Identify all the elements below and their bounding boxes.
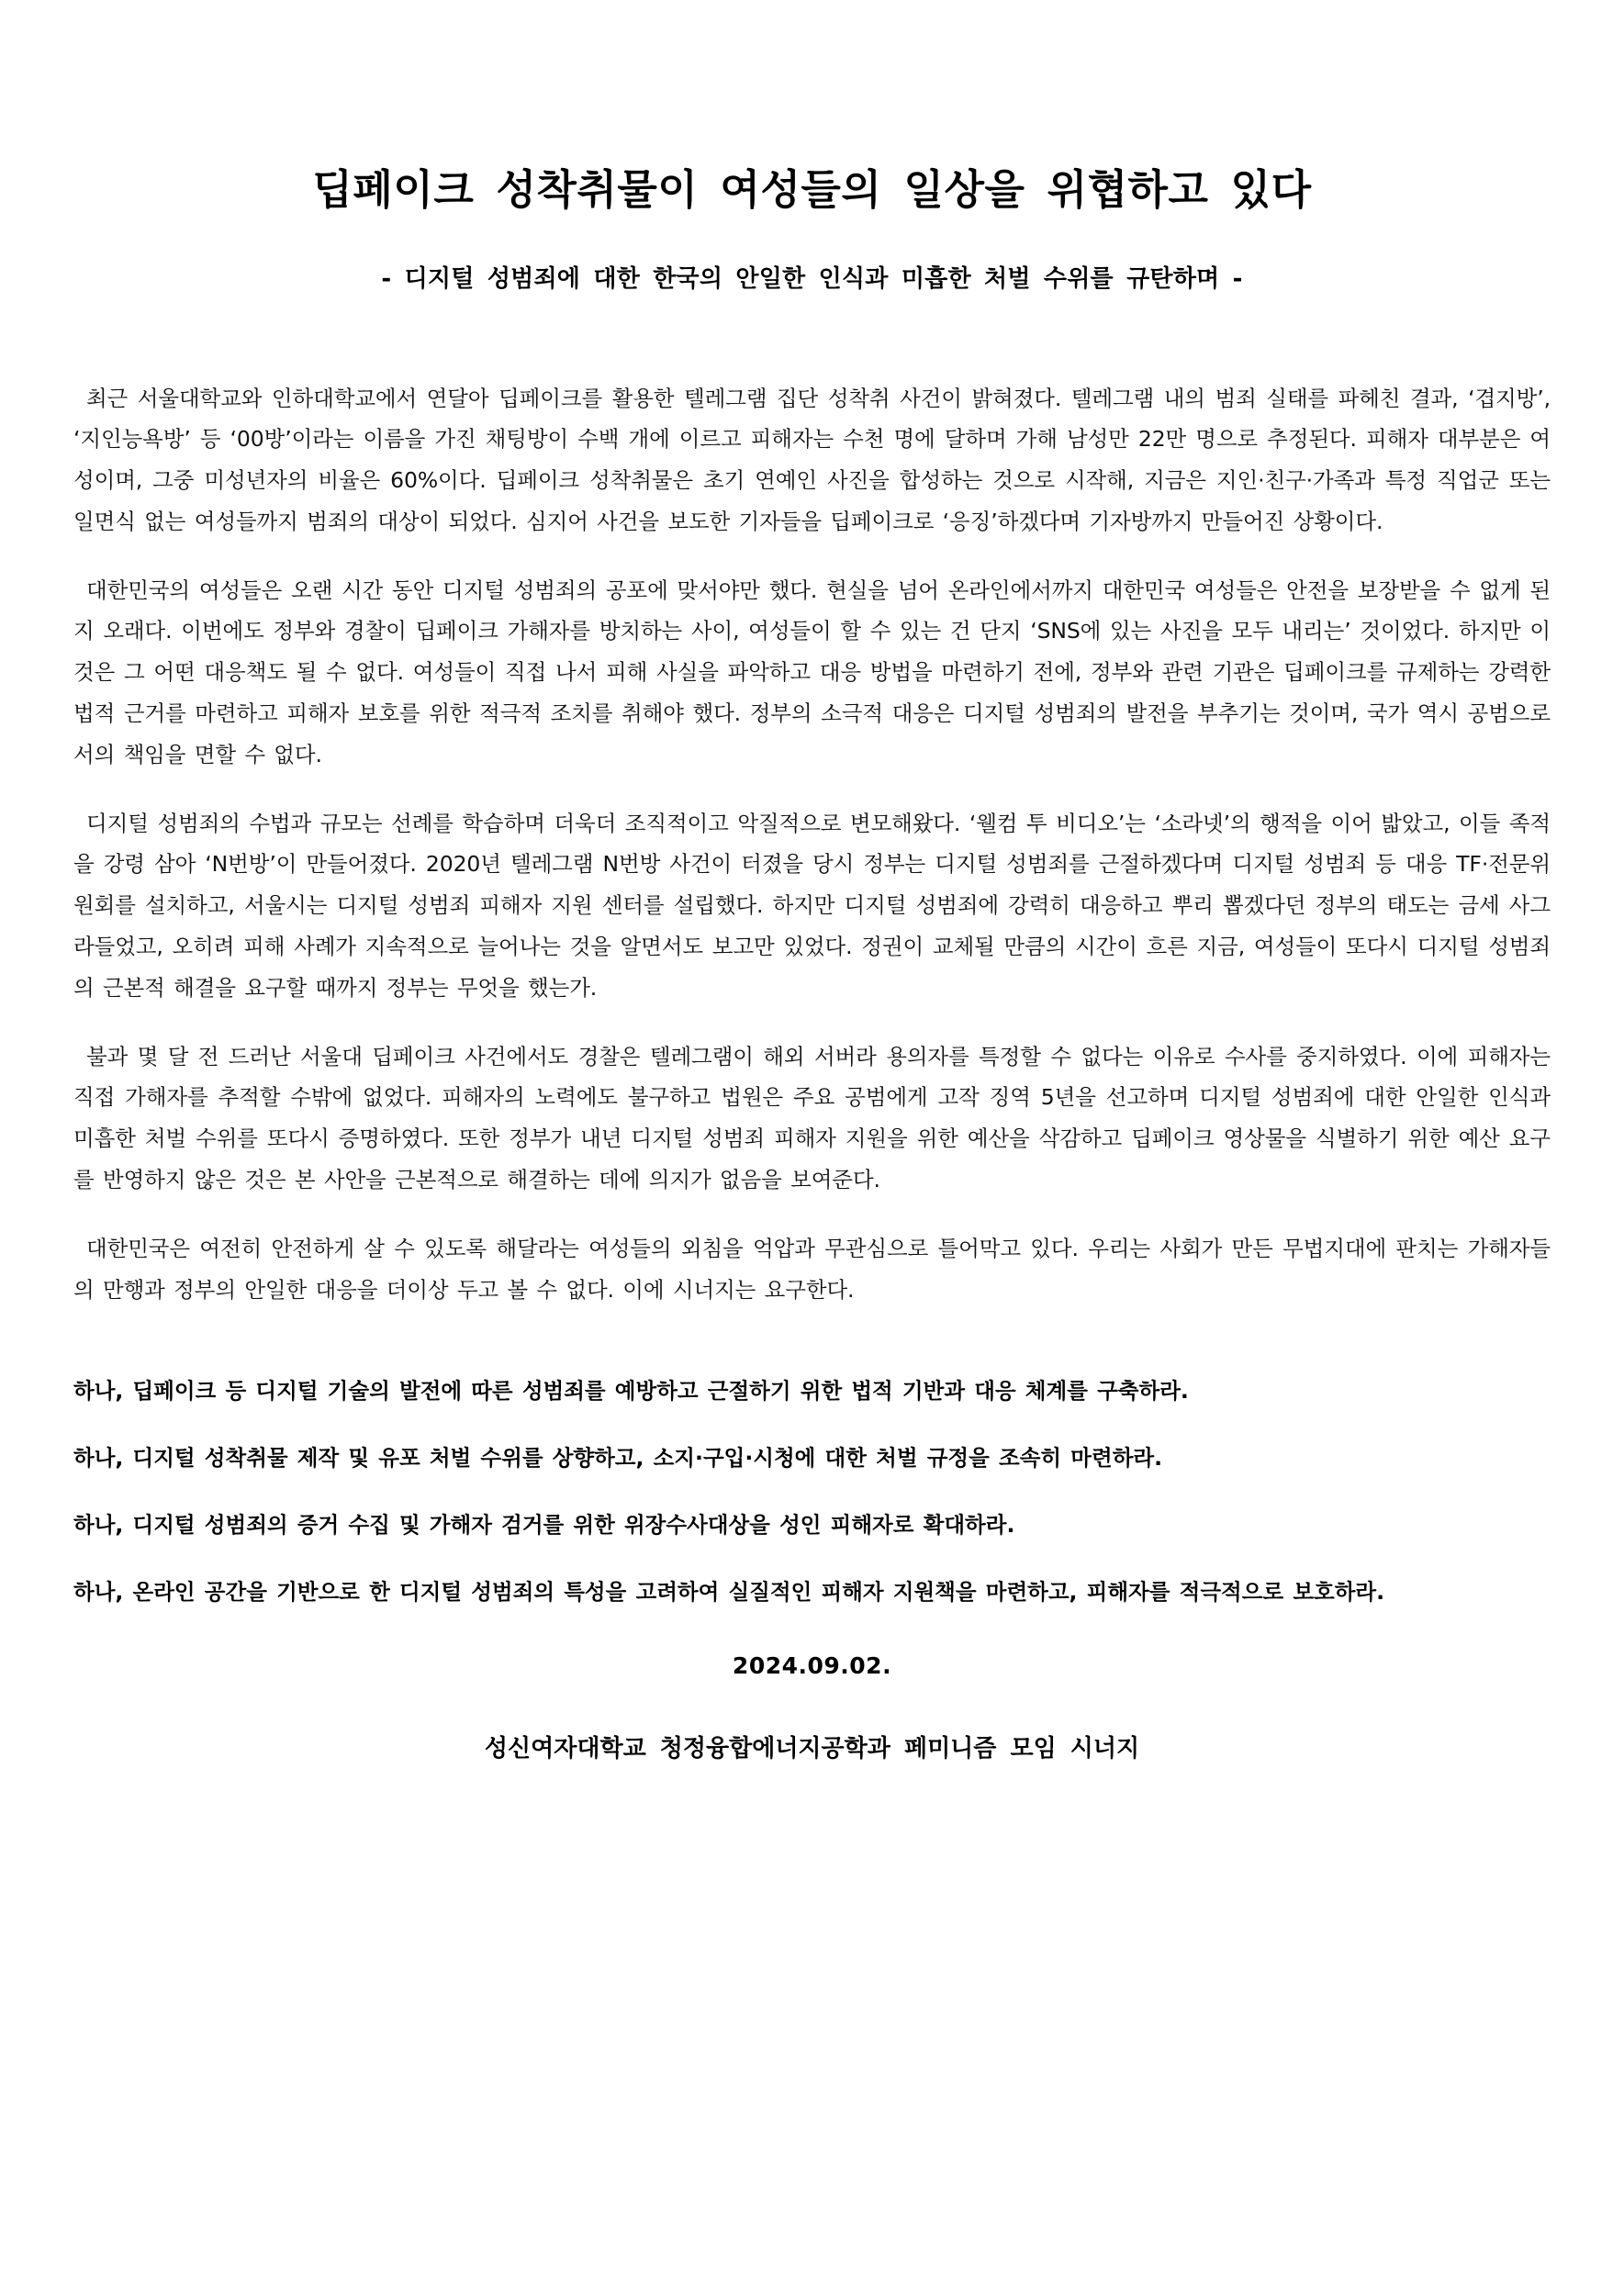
title-block xyxy=(73,0,1551,294)
body-text xyxy=(73,294,1551,1311)
paragraph: 최근 서울대학교와 인하대학교에서 연달아 딥페이크를 활용한 텔레그램 집단 성착취 사건이 밝혀졌다. 텔레그램 내의 범죄 실태를 파헤친 결과, ‘겹지방’, ‘지인능욕방’ 등 ‘00방’이라는 이름을 가진 채팅방이 수백 개에 이르고 피해자는 수천 명에 달하며 가해 남성만 22만 명으로 추정된다. 피해자 대부분은 여성이며, 그중 미성년자의 비율은 60%이다. 딥페이크 성착취물은 초기 연예인 사진을 합성하는 것으로 시작해, 지금은 지인·친구·가족과 특정 직업군 또는 일면식 없는 여성들까지 범죄의 대상이 되었다. 심지어 사건을 보도한 기자들을 딥페이크로 ‘응징’하겠다며 기자방까지 만들어진 상황이다. xyxy=(73,385,1551,534)
paragraph: 대한민국은 여전히 안전하게 살 수 있도록 해달라는 여성들의 외침을 억압과 무관심으로 틀어막고 있다. 우리는 사회가 만든 무법지대에 판치는 가해자들의 만행과 정부의 안일한 대응을 더이상 두고 볼 수 없다. 이에 시너지는 요구한다. xyxy=(73,1235,1551,1303)
demand-item: 하나, 온라인 공간을 기반으로 한 디지털 성범죄의 특성을 고려하여 실질적인 피해자 지원책을 마련하고, 피해자를 적극적으로 보호하라. xyxy=(73,1579,1385,1606)
demand-item: 하나, 디지털 성범죄의 증거 수집 및 가해자 검거를 위한 위장수사대상을 성인 피해자로 확대하라. xyxy=(73,1512,1015,1539)
demand-item: 하나, 디지털 성착취물 제작 및 유포 처벌 수위를 상향하고, 소지·구입·시청에 대한 처벌 규정을 조속히 마련하라. xyxy=(73,1445,1163,1472)
document-date: 2024.09.02. xyxy=(732,1652,892,1680)
page-subtitle: - 디지털 성범죄에 대한 한국의 안일한 인식과 미흡한 처벌 수위를 규탄하며 - xyxy=(381,264,1243,293)
document-footer xyxy=(73,1610,1551,1763)
demands-list xyxy=(73,1310,1551,1610)
paragraph: 대한민국의 여성들은 오랜 시간 동안 디지털 성범죄의 공포에 맞서야만 했다. 현실을 넘어 온라인에서까지 대한민국 여성들은 안전을 보장받을 수 없게 된 지 오래다. 이번에도 정부와 경찰이 딥페이크 가해자를 방치하는 사이, 여성들이 할 수 있는 건 단지 ‘SNS에 있는 사진을 모두 내리는’ 것이었다. 하지만 이것은 그 어떤 대응책도 될 수 없다. 여성들이 직접 나서 피해 사실을 파악하고 대응 방법을 마련하기 전에, 정부와 관련 기관은 딥페이크를 규제하는 강력한 법적 근거를 마련하고 피해자 보호를 위한 적극적 조치를 취해야 했다. 정부의 소극적 대응은 디지털 성범죄의 발전을 부추기는 것이며, 국가 역시 공범으로서의 책임을 면할 수 없다. xyxy=(73,577,1551,767)
paragraph: 불과 몇 달 전 드러난 서울대 딥페이크 사건에서도 경찰은 텔레그램이 해외 서버라 용의자를 특정할 수 없다는 이유로 수사를 중지하였다. 이에 피해자는 직접 가해자를 추적할 수밖에 없었다. 피해자의 노력에도 불구하고 법원은 주요 공범에게 고작 징역 5년을 선고하며 디지털 성범죄에 대한 안일한 인식과 미흡한 처벌 수위를 또다시 증명하였다. 또한 정부가 내년 디지털 성범죄 피해자 지원을 위한 예산을 삭감하고 딥페이크 영상물을 식별하기 위한 예산 요구를 반영하지 않은 것은 본 사안을 근본적으로 해결하는 데에 의지가 없음을 보여준다. xyxy=(73,1043,1551,1193)
paragraph: 디지털 성범죄의 수법과 규모는 선례를 학습하며 더욱더 조직적이고 악질적으로 변모해왔다. ‘웰컴 투 비디오’는 ‘소라넷’의 행적을 이어 밟았고, 이들 족적을 강령 삼아 ‘N번방’이 만들어졌다. 2020년 텔레그램 N번방 사건이 터졌을 당시 정부는 디지털 성범죄를 근절하겠다며 디지털 성범죄 등 대응 TF·전문위원회를 설치하고, 서울시는 디지털 성범죄 피해자 지원 센터를 설립했다. 하지만 디지털 성범죄에 강력히 대응하고 뿌리 뽑겠다던 정부의 태도는 금세 사그라들었고, 오히려 피해 사례가 지속적으로 늘어나는 것을 알면서도 보고만 있었다. 정권이 교체될 만큼의 시간이 흐른 지금, 여성들이 또다시 디지털 성범죄의 근본적 해결을 요구할 때까지 정부는 무엇을 했는가. xyxy=(73,810,1551,1001)
document-signature: 성신여자대학교 청정융합에너지공학과 페미니즘 모임 시너지 xyxy=(484,1735,1140,1763)
page-title: 딥페이크 성착취물이 여성들의 일상을 위협하고 있다 xyxy=(312,165,1312,214)
demand-item: 하나, 딥페이크 등 디지털 기술의 발전에 따른 성범죄를 예방하고 근절하기 위한 법적 기반과 대응 체계를 구축하라. xyxy=(73,1378,1189,1405)
